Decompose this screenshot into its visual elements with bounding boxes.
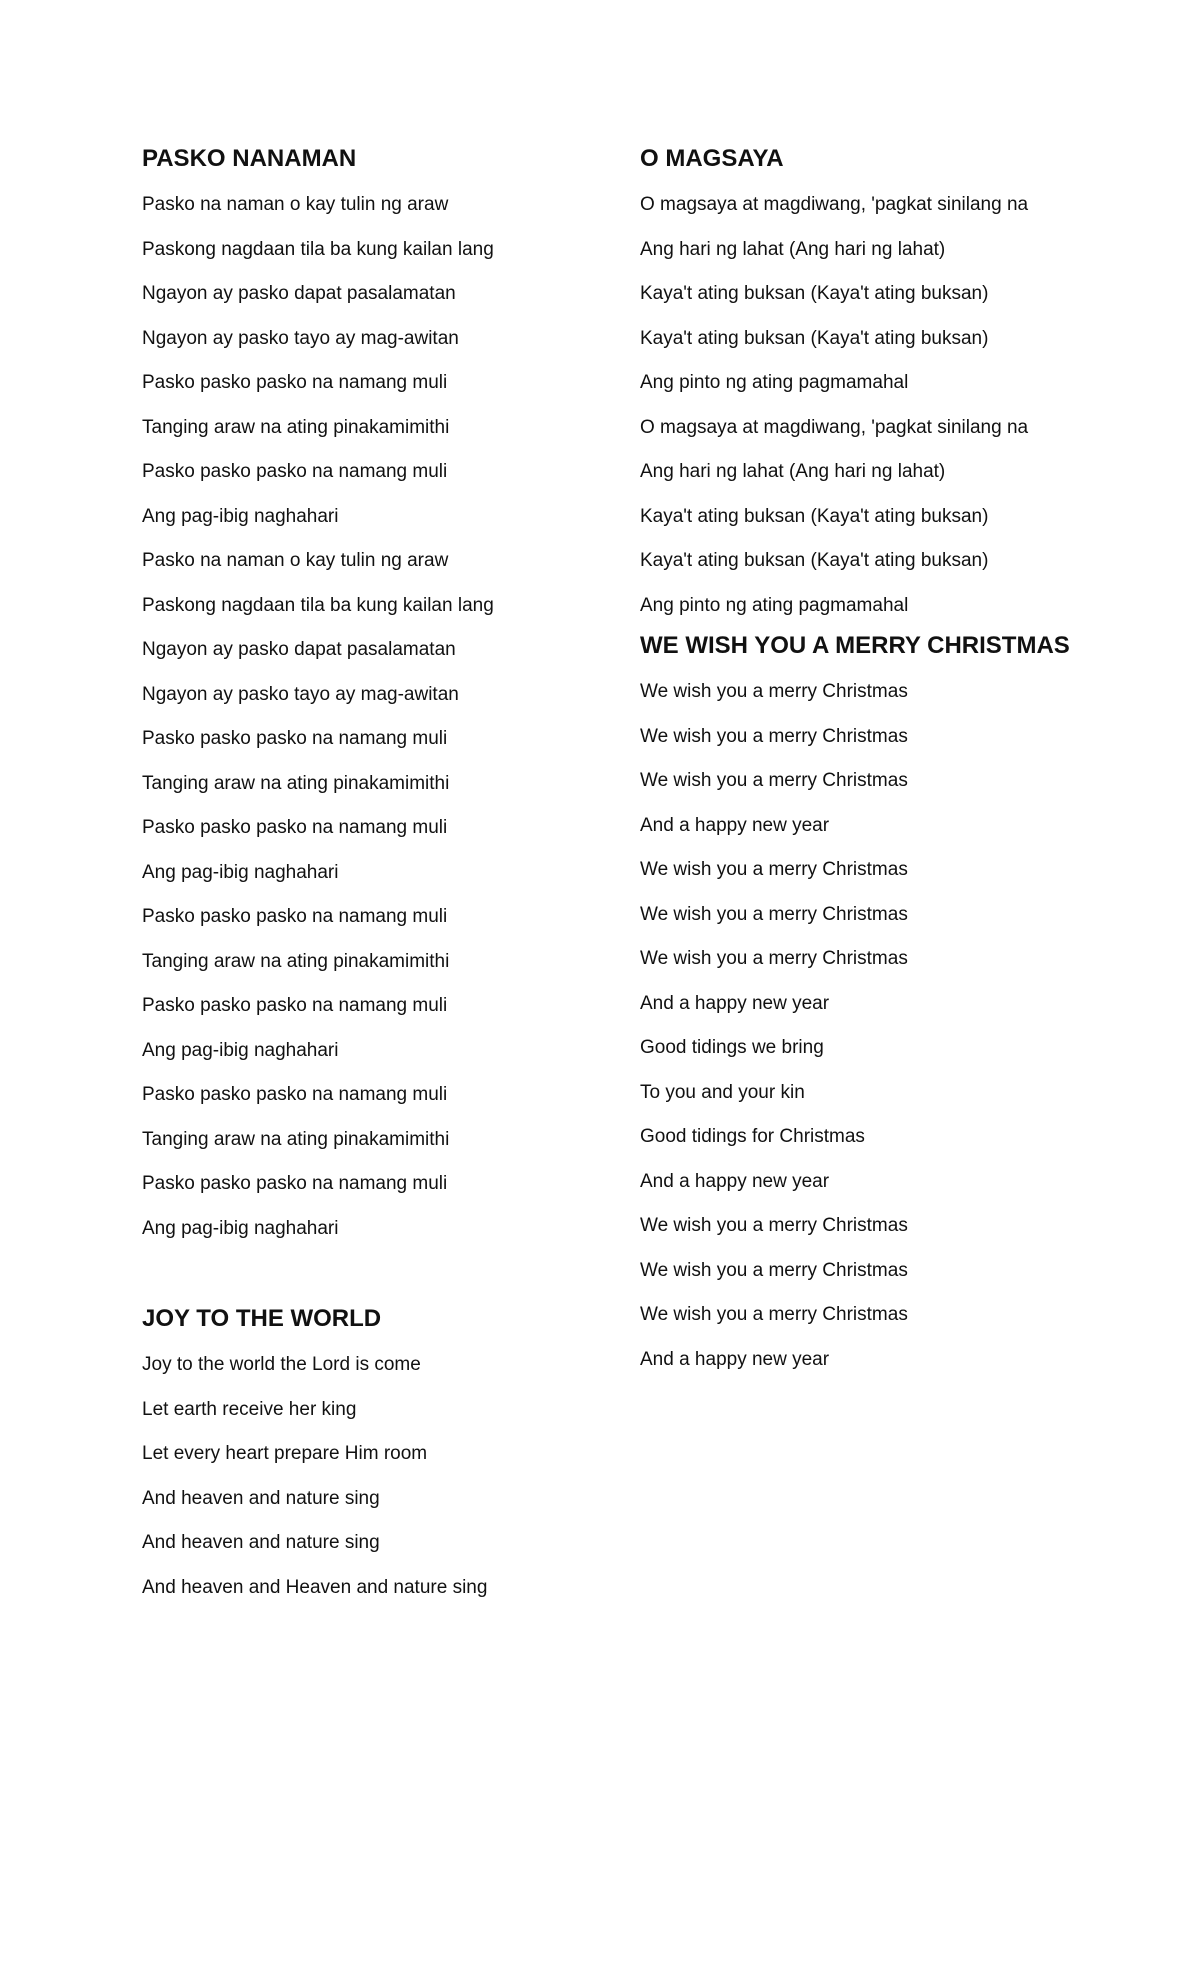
lyric-line: And heaven and nature sing [142, 1487, 380, 1509]
lyrics-list [142, 1343, 612, 1610]
lyric-line: And heaven and Heaven and nature sing [142, 1576, 488, 1598]
song-title: JOY TO THE WORLD [142, 1305, 382, 1332]
lyric-line: Ang pag-ibig naghahari [142, 1217, 339, 1239]
lyric-line: Kaya't ating buksan (Kaya't ating buksan) [640, 550, 989, 571]
lyric-line: Ang pinto ng ating pagmamahal [640, 372, 909, 393]
lyric-line: Pasko pasko pasko na namang muli [142, 1084, 448, 1105]
lyric-line: Joy to the world the Lord is come [142, 1354, 421, 1375]
lyric-line: We wish you a merry Christmas [640, 681, 908, 702]
lyric-line: Paskong nagdaan tila ba kung kailan lang [142, 238, 494, 260]
lyric-line: Tanging araw na ating pinakamimithi [142, 1128, 450, 1150]
lyric-line: We wish you a merry Christmas [640, 948, 908, 969]
lyric-line: Pasko pasko pasko na namang muli [142, 372, 448, 393]
lyric-line: Tanging araw na ating pinakamimithi [142, 950, 450, 972]
lyric-line: Ang hari ng lahat (Ang hari ng lahat) [640, 461, 946, 482]
lyric-line: We wish you a merry Christmas [640, 903, 908, 925]
lyric-line: Pasko pasko pasko na namang muli [142, 728, 448, 749]
lyric-line: Ngayon ay pasko tayo ay mag-awitan [142, 683, 459, 705]
lyric-line: Pasko na naman o kay tulin ng araw [142, 550, 449, 571]
lyric-line: Ang pag-ibig naghahari [142, 505, 339, 527]
song-joy-to-the-world [142, 1303, 612, 1610]
lyric-line: To you and your kin [640, 1081, 805, 1103]
lyric-line: Let every heart prepare Him room [142, 1443, 428, 1464]
lyric-line: We wish you a merry Christmas [640, 770, 908, 791]
right-column [640, 143, 1110, 1382]
lyrics-list [640, 670, 1110, 1382]
song-o-magsaya [640, 143, 1110, 628]
lyric-line: We wish you a merry Christmas [640, 1259, 908, 1281]
lyric-line: O magsaya at magdiwang, 'pagkat sinilang na [640, 416, 1029, 438]
song-title: WE WISH YOU A MERRY CHRISTMAS [640, 632, 1070, 659]
lyric-line: Pasko na naman o kay tulin ng araw [142, 194, 449, 215]
lyric-line: We wish you a merry Christmas [640, 725, 908, 747]
lyric-line: Kaya't ating buksan (Kaya't ating buksan) [640, 283, 989, 304]
lyric-line: Ang pag-ibig naghahari [142, 1039, 339, 1061]
left-column [142, 143, 612, 1610]
lyrics-list [142, 183, 612, 1251]
lyric-line: Tanging araw na ating pinakamimithi [142, 772, 450, 794]
lyric-line: O magsaya at magdiwang, 'pagkat sinilang na [640, 194, 1029, 215]
lyric-line: Pasko pasko pasko na namang muli [142, 817, 448, 838]
lyric-line: Tanging araw na ating pinakamimithi [142, 416, 450, 438]
song-title: O MAGSAYA [640, 145, 784, 172]
lyric-line: Kaya't ating buksan (Kaya't ating buksan) [640, 327, 989, 349]
lyric-line: Ang pag-ibig naghahari [142, 861, 339, 883]
lyric-line: Pasko pasko pasko na namang muli [142, 995, 448, 1016]
lyric-line: And a happy new year [640, 992, 830, 1014]
lyric-line: And heaven and nature sing [142, 1532, 380, 1553]
song-pasko-nanaman [142, 143, 612, 1251]
song-we-wish-you-a-merry-christmas [640, 630, 1110, 1382]
lyric-line: And a happy new year [640, 1348, 830, 1370]
lyric-line: Ngayon ay pasko tayo ay mag-awitan [142, 327, 459, 349]
lyric-line: Pasko pasko pasko na namang muli [142, 1173, 448, 1194]
lyric-line: Ang hari ng lahat (Ang hari ng lahat) [640, 238, 946, 260]
lyric-line: Good tidings we bring [640, 1037, 824, 1058]
song-title: PASKO NANAMAN [142, 145, 357, 172]
lyric-line: We wish you a merry Christmas [640, 1304, 908, 1325]
lyric-line: And a happy new year [640, 814, 830, 836]
lyric-line: Ang pinto ng ating pagmamahal [640, 594, 909, 616]
lyric-line: We wish you a merry Christmas [640, 859, 908, 880]
lyric-line: Pasko pasko pasko na namang muli [142, 906, 448, 927]
lyric-line: Ngayon ay pasko dapat pasalamatan [142, 639, 456, 660]
lyric-line: Kaya't ating buksan (Kaya't ating buksan) [640, 505, 989, 527]
lyric-line: Good tidings for Christmas [640, 1126, 865, 1147]
lyric-line: Ngayon ay pasko dapat pasalamatan [142, 283, 456, 304]
lyric-line: Paskong nagdaan tila ba kung kailan lang [142, 594, 494, 616]
lyric-line: Pasko pasko pasko na namang muli [142, 461, 448, 482]
lyric-line: And a happy new year [640, 1170, 830, 1192]
lyric-line: Let earth receive her king [142, 1398, 357, 1420]
lyric-line: We wish you a merry Christmas [640, 1215, 908, 1236]
lyrics-list [640, 183, 1110, 628]
